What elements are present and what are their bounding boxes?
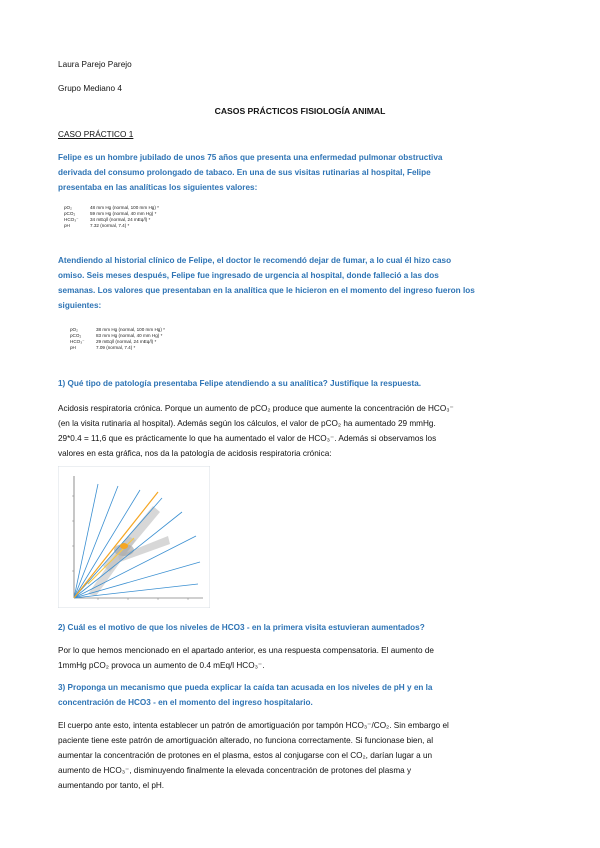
answer-line: 1mmHg pCO₂ provoca un aumento de 0.4 mEq/l HCO₃⁻.: [58, 661, 265, 670]
lab-value-key: HCO₃⁻: [70, 339, 85, 344]
lab-value-key: pH: [64, 223, 70, 228]
question-line: concentración de HCO3 - en el momento del ingreso hospitalario.: [58, 698, 313, 707]
question-3: [58, 680, 432, 710]
intro-text: [58, 150, 442, 195]
answer-line: Acidosis respiratoria crónica. Porque un aumento de pCO₂ produce que aumente la concentración de HCO₃⁻: [58, 404, 454, 413]
answer-line: 29*0.4 = 11,6 que es prácticamente lo que ha aumentado el valor de HCO₃⁻. Además si observamos los: [58, 434, 437, 443]
lab-value-key: pCO₂: [70, 333, 82, 338]
group-name: Grupo Mediano 4: [58, 84, 123, 93]
intro-line: Felipe es un hombre jubilado de unos 75 años que presenta una enfermedad pulmonar obstructiva: [58, 153, 443, 162]
history-line: omiso. Seis meses después, Felipe fue ingresado de urgencia al hospital, donde falleció a las dos: [58, 271, 439, 280]
patient-point: [120, 543, 128, 549]
lab-value-key: pCO₂: [64, 211, 76, 216]
answer-3: [58, 718, 449, 793]
case-label: CASO PRÁCTICO 1: [58, 130, 134, 139]
lab-value-key: pH: [70, 345, 76, 350]
answer-line: paciente tiene este patrón de amortiguación alterado, no funciona correctamente. Si funcionase bien, al: [58, 736, 434, 745]
history-text: [58, 253, 475, 313]
answer-line: aumentar la concentración de protones en el plasma, estos al conjugarse con el CO₂, darían lugar a un: [58, 751, 433, 760]
lab-value: 29 mEq/l (normal, 24 mEq/l) *: [96, 339, 157, 344]
lab-value: 83 mm Hg (normal, 40 mm Hg) *: [96, 333, 163, 338]
lab-values-first-visit: [64, 205, 159, 229]
lab-value: 59 mm Hg (normal, 40 mm Hg) *: [90, 211, 157, 216]
nomogram-svg: [58, 466, 210, 608]
intro-line: derivada del consumo prolongado de tabaco. En una de sus visitas rutinarias al hospital, Felipe: [58, 168, 431, 177]
page-title: CASOS PRÁCTICOS FISIOLOGÍA ANIMAL: [214, 106, 386, 116]
acid-base-nomogram-figure: [58, 466, 210, 608]
answer-line: valores en esta gráfica, nos da la patología de acidosis respiratoria crónica:: [58, 449, 332, 458]
answer-1: [58, 401, 454, 461]
answer-line: aumentando por tanto, el pH.: [58, 781, 165, 790]
lab-value-row: [70, 345, 165, 351]
question-2: 2) Cuál es el motivo de que los niveles de HCO3 - en la primera visita estuvieran aumentados?: [58, 623, 425, 632]
lab-value: 38 mm Hg (normal, 100 mm Hg) *: [96, 327, 165, 332]
answer-line: El cuerpo ante esto, intenta establecer un patrón de amortiguación por tampón HCO₃⁻/CO₂. Sin embargo el: [58, 721, 449, 730]
question-1: 1) Qué tipo de patología presentaba Felipe atendiendo a su analítica? Justifique la respuesta.: [58, 379, 422, 388]
lab-value-key: HCO₃⁻: [64, 217, 79, 222]
lab-value-key: pO₂: [70, 327, 78, 332]
history-line: siguientes:: [58, 301, 102, 310]
history-line: Atendiendo al historial clínico de Felipe, el doctor le recomendó dejar de fumar, a lo cual él hizo caso: [58, 256, 452, 265]
lab-value: 34 mEq/l (normal, 24 mEq/l) *: [90, 217, 151, 222]
lab-value: 48 mm Hg (normal, 100 mm Hg) *: [90, 205, 159, 210]
answer-line: aumento de HCO₃⁻, disminuyendo finalmente la elevada concentración de protones del plasma y: [58, 766, 412, 775]
lab-values-admission: [70, 327, 165, 351]
answer-2: [58, 643, 434, 673]
author-name: Laura Parejo Parejo: [58, 60, 132, 69]
answer-line: (en la visita rutinaria al hospital). Además según los cálculos, el valor de pCO₂ ha aumentado 29 mmHg.: [58, 419, 436, 428]
lab-value-row: [64, 223, 159, 229]
lab-value: 7.09 (normal, 7.4) *: [96, 345, 136, 350]
answer-line: Por lo que hemos mencionado en el apartado anterior, es una respuesta compensatoria. El aumento de: [58, 646, 434, 655]
intro-line: presentaba en las analíticas los siguientes valores:: [58, 183, 258, 192]
lab-value: 7.32 (normal, 7.4) *: [90, 223, 130, 228]
question-line: 3) Proponga un mecanismo que pueda explicar la caída tan acusada en los niveles de pH y en la: [58, 683, 433, 692]
lab-value-key: pO₂: [64, 205, 72, 210]
history-line: semanas. Los valores que presentaban en la analítica que le hicieron en el momento del ingreso fueron los: [58, 286, 475, 295]
